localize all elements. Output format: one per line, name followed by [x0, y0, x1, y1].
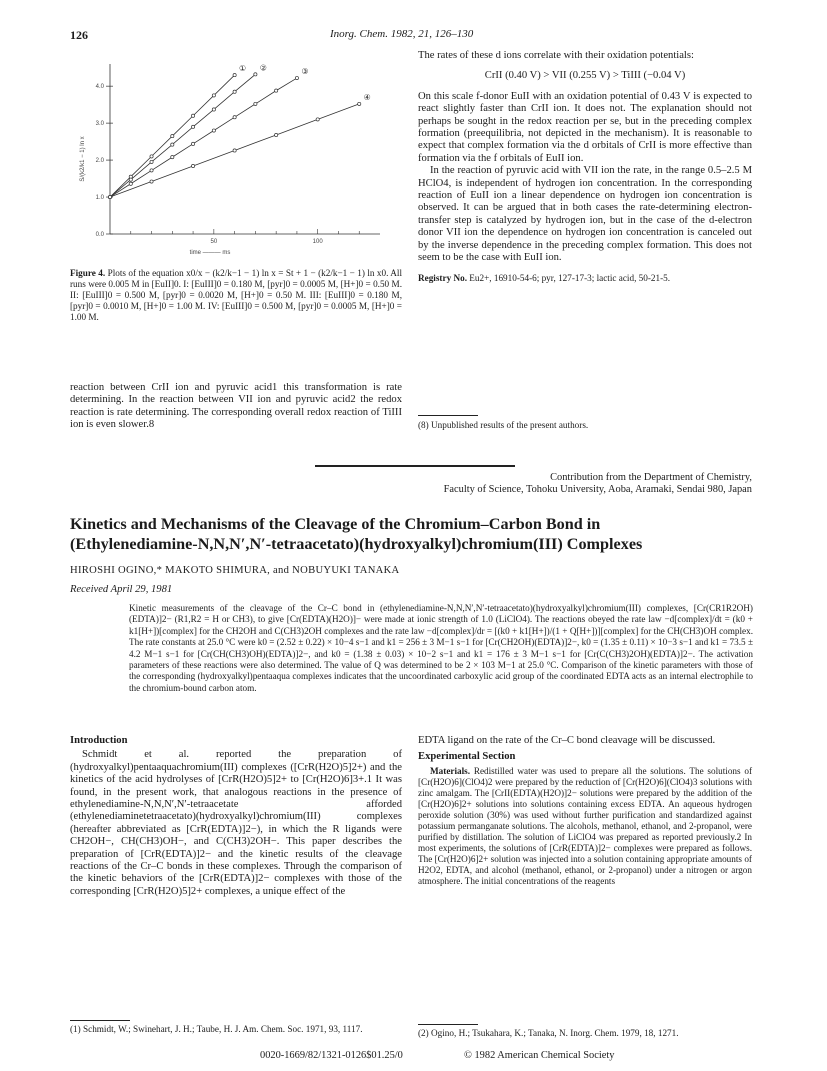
footer-code: 0020-1669/82/1321-0126$01.25/0 — [260, 1050, 403, 1061]
registry-text: Eu2+, 16910-54-6; pyr, 127-17-3; lactic acid, 50-21-5. — [469, 272, 671, 283]
potential-equation: CrII (0.40 V) > VII (0.255 V) > TiIII (−0.04 V) — [484, 70, 686, 82]
left-column-paragraph: reaction between CrII ion and pyruvic acid1 this transformation is rate determining. In the reaction between VII ion and pyruvic acid2 the redox reaction is rate determining. The corresponding overall redox reaction of TiIII ion is even slower.8 — [70, 382, 402, 431]
footer-copyright: © 1982 American Chemical Society — [464, 1050, 615, 1061]
x-tick-label: 100 — [312, 239, 323, 245]
data-point — [358, 102, 361, 105]
data-point — [150, 155, 153, 158]
data-point — [212, 129, 215, 132]
data-point — [212, 108, 215, 111]
data-point — [275, 89, 278, 92]
registry-label: Registry No. — [418, 272, 467, 283]
figure-4-plot — [68, 50, 398, 268]
article-title-line-2: (Ethylenediamine-N,N,N′,N′-tetraacetato)(hydroxyalkyl)chromium(III) Complexes — [70, 535, 643, 553]
running-header: Inorg. Chem. 1982, 21, 126–130 — [330, 28, 474, 40]
data-point — [191, 125, 194, 128]
right-paragraph-2: On this scale f-donor EuII with an oxidation potential of 0.43 V is expected to react slightly faster than CrII ion. It does not. The explanation should not perhaps be sought in the redox reaction per se, but in the preceding complex formation (preequilibria, not depicted in the mechanism). It is reasonable to expect that complex formation via the d orbitals of CrII is more effective than formation via the f orbitals of EuII ion. — [418, 90, 752, 164]
data-point — [191, 142, 194, 145]
experimental-column — [418, 735, 752, 887]
footnote-8: (8) Unpublished results of the present authors. — [418, 420, 589, 430]
introduction-heading: Introduction — [70, 735, 128, 746]
figure-caption-title: Figure 4. — [70, 268, 106, 278]
data-point — [254, 102, 257, 105]
introduction — [70, 735, 402, 898]
data-point — [129, 178, 132, 181]
data-point — [233, 90, 236, 93]
data-point — [295, 76, 298, 79]
footnote-divider — [418, 415, 478, 416]
right-column-upper — [418, 50, 752, 284]
data-point — [171, 134, 174, 137]
data-point — [316, 118, 319, 121]
data-point — [150, 169, 153, 172]
x-tick-label: 50 — [210, 239, 218, 245]
data-point — [171, 156, 174, 159]
authors: HIROSHI OGINO,* MAKOTO SHIMURA, and NOBUYUKI TANAKA — [70, 565, 400, 576]
materials-paragraph — [418, 766, 752, 887]
x-axis-label: time ——— ms — [189, 250, 231, 256]
y-tick-label: 0.0 — [95, 232, 104, 238]
introduction-text: Schmidt et al. reported the preparation of (hydroxyalkyl)pentaaquachromium(III) complexes ([CrR(H2O)5]2+) and the kinetics of the acid hydrolyses of [CrR(H2O)5]2+ to [Cr(H2O)6]3+.1 It was found, in the present work, that analogous reactions in the presence of ethylenediamine-N,N,N′,N′-tetraacetate afforded (ethylenediaminetetraacetato)(hydroxyalkyl)chromium(III) complexes (hereafter abbreviated as [CrR(EDTA)]2−), in which the R ligands were CH2OH−, CH(CH3)OH−, and C(CH3)2OH−. This paper describes the preparation of [CrR(EDTA)]2− and the kinetic results of the cleavage reactions of the Cr–C bonds in these complexes. Through the comparison of the kinetic behaviors of the [CrR(EDTA)]2− complexes with those of the corresponding [CrR(H2O)5]2+ complexes, a unique effect of the — [70, 749, 402, 897]
y-tick-label: 1.0 — [95, 195, 104, 202]
materials-label: Materials. — [430, 765, 471, 776]
series-label-4: ④ — [363, 92, 371, 102]
data-point — [108, 195, 111, 198]
continuation-text: EDTA ligand on the rate of the Cr–C bond cleavage will be discussed. — [418, 735, 716, 746]
y-tick-label: 4.0 — [95, 84, 104, 91]
data-point — [150, 160, 153, 163]
data-point — [129, 182, 132, 185]
data-point — [233, 149, 236, 152]
y-axis-label: S/(k2/k1 − 1) ln x — [80, 136, 86, 182]
data-point — [212, 94, 215, 97]
contribution — [252, 472, 752, 497]
figure-caption-text: Plots of the equation x0/x − (k2/k−1 − 1) ln x = St + 1 − (k2/k−1 − 1) ln x0. All runs were 0.005 M in [EuII]0. I: [EuIII]0 = 0.180 M, [pyr]0 = 0.0005 M, [H+]0 = 0.50 M. II: [EuIII]0 = 0.500 M, [pyr]0 = 0.0020 M, [H+]0 = 0.50 M. III: [EuIII]0 = 0.180 M, [pyr]0 = 0.0010 M, [H+]0 = 1.00 M. IV: [EuIII]0 = 0.500 M, [pyr]0 = 0.0005 M, [H+]0 = 1.00 M. — [70, 268, 403, 322]
contribution-line-2: Faculty of Science, Tohoku University, Aoba, Aramaki, Sendai 980, Japan — [443, 484, 752, 496]
received-date: Received April 29, 1981 — [70, 584, 173, 595]
data-point — [233, 116, 236, 119]
data-point — [171, 143, 174, 146]
registry-numbers — [418, 273, 752, 284]
footnote-divider-left — [70, 1020, 130, 1021]
figure-4 — [68, 50, 398, 268]
data-point — [150, 180, 153, 183]
y-tick-label: 3.0 — [95, 121, 104, 128]
figure-caption — [70, 268, 402, 323]
data-point — [275, 133, 278, 136]
y-tick-label: 2.0 — [95, 158, 104, 165]
article-title — [70, 514, 760, 554]
right-paragraph-1: The rates of these d ions correlate with their oxidation potentials: — [418, 50, 694, 61]
data-point — [254, 73, 257, 76]
series-label-3: ③ — [301, 67, 309, 77]
materials-text: Redistilled water was used to prepare all the solutions. The solutions of [Cr(H2O)6](ClO4)2 were prepared by the reduction of [Cr(H2O)6](ClO4)3 solutions with zinc amalgam. The [CrII(EDTA)(H2O)]2− solutions were prepared by the addition of the [Cr(H2O)6]2+ solutions into solutions containing excess EDTA. An aqueous hydrogen peroxide solution (30%) was used without further purification and standardized against potassium permanganate solutions. The alcohols, methanol, ethanol, and 2-propanol, were purified by distillation. The solution of LiClO4 was prepared as reported previously.2 In most experiments, the solutions of [CrR(EDTA)]2− complexes were prepared as follows. The [Cr(H2O)6]2+ solution was injected into a solution containing appropriate amounts of H2O2, EDTA, and alcohol (methanol, ethanol, or 2-propanol) under a nitrogen or argon atmosphere. The initial concentrations of the reagents — [418, 765, 753, 886]
data-point — [191, 114, 194, 117]
right-paragraph-3: In the reaction of pyruvic acid with VII ion the rate, in the range 0.5–2.5 M HClO4, is independent of hydrogen ion concentration. In the corresponding reaction of EuII ion a linear dependence on hydrogen ion concentration is observed. It can be argued that in both cases the rate-determining electron-transfer step is catalyzed by hydrogen ion, but in the case of the d-electron donor VII ion the dependence on hydrogen ion concentration is canceled out by the inverse dependence in the preceding complex formation. This does not seem to be the case with EuII ion. — [418, 165, 752, 264]
article-title-line-1: Kinetics and Mechanisms of the Cleavage of the Chromium–Carbon Bond in — [70, 515, 601, 533]
series-label-2: ② — [259, 63, 267, 73]
data-point — [233, 73, 236, 76]
footnote-2: (2) Ogino, H.; Tsukahara, K.; Tanaka, N. Inorg. Chem. 1979, 18, 1271. — [418, 1028, 679, 1038]
experimental-heading: Experimental Section — [418, 751, 516, 763]
footnote-1: (1) Schmidt, W.; Swinehart, J. H.; Taube, H. J. Am. Chem. Soc. 1971, 93, 1117. — [70, 1024, 363, 1034]
abstract: Kinetic measurements of the cleavage of the Cr–C bond in (ethylenediamine-N,N,N′,N′-tetraacetato)(hydroxyalkyl)chromium(III) complexes, [Cr(CR1R2OH)(EDTA)]2− (R1,R2 = H or CH3), to give [Cr(EDTA)(H2O)]− were made at ionic strength of 1.0 (LiClO4). The reactions obeyed the rate law −d[complex]/dt = (k0 + k1[H+])[complex] for the CH2OH and C(CH3)2OH complexes and the rate law −d[complex]/dr = [(k0 + k1[H+])/(1 + Q[H+])][complex] for the CH(CH3)OH complex. The rate constants at 25.0 °C were k0 = (2.52 ± 0.22) × 10−4 s−1 and k1 = 256 ± 3 M−1 s−1 for [Cr(CH2OH)(EDTA)]2−, k0 = (1.35 ± 0.11) × 10−3 s−1 and k1 = 73.5 ± 4.2 M−1 s−1 for [Cr(CH(CH3)OH)(EDTA)]2−, and k0 = (1.38 ± 0.03) × 10−2 s−1 and k1 = 176 ± 3 M−1 s−1 for [Cr(C(CH3)2OH)(EDTA)]2−. The activation parameters of these reactions were also determined. The value of Q was determined to be 2 × 103 M−1 at 25.0 °C. Comparison of the kinetic parameters with those of the corresponding (hydroxyalkyl)pentaaqua complexes indicates that the uncoordinated carboxylic acid group of the coordinated EDTA acts as an internal electrophile to the chromium-bound carbon atom. — [129, 603, 753, 693]
data-point — [191, 164, 194, 167]
contribution-line-1: Contribution from the Department of Chemistry, — [550, 472, 752, 483]
series-label-1: ① — [239, 64, 247, 74]
footnote-divider-right — [418, 1024, 478, 1025]
article-separator — [315, 465, 515, 467]
page-number: 126 — [70, 28, 88, 42]
